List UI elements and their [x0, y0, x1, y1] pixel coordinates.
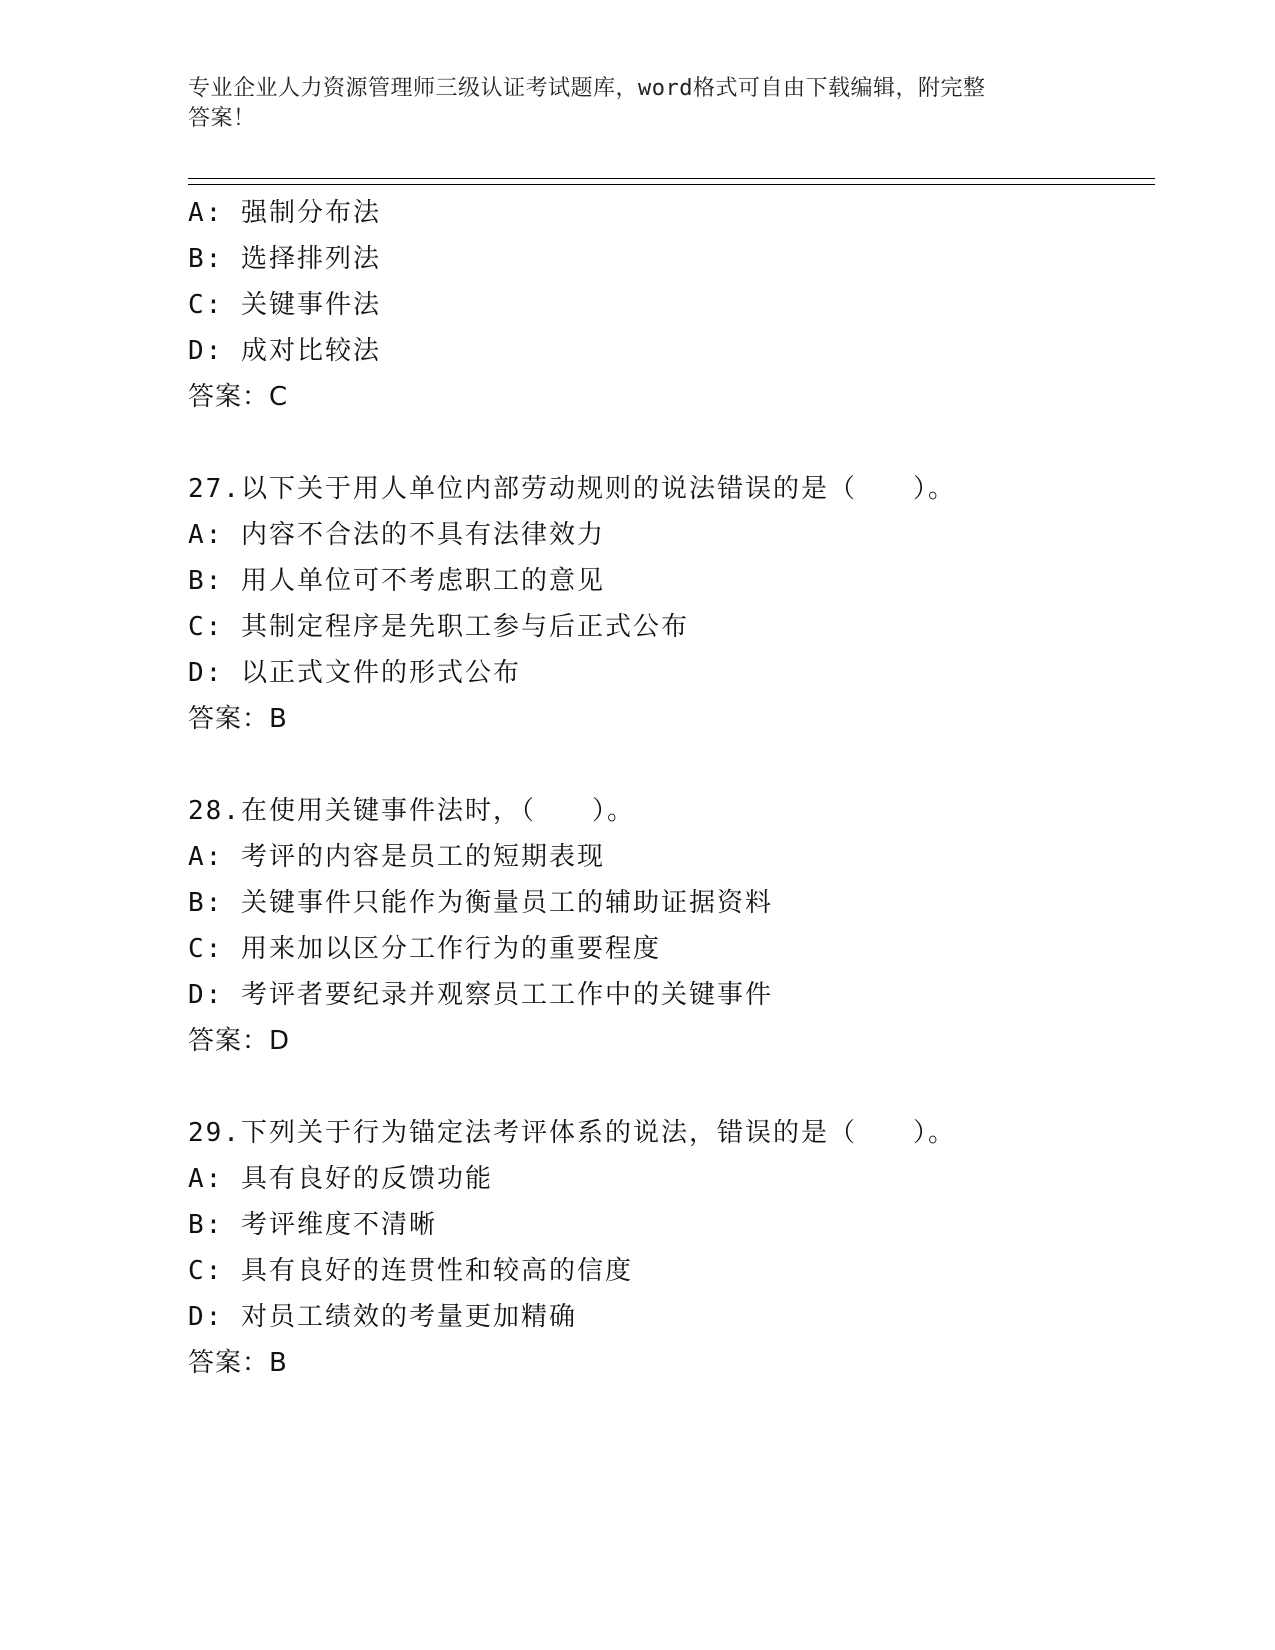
option-d: D: 考评者要纪录并观察员工工作中的关键事件: [188, 980, 773, 1010]
page-header: [188, 74, 1088, 134]
spacer: [188, 742, 1148, 788]
answer-line: 答案：B: [188, 704, 288, 734]
option-b: B: 关键事件只能作为衡量员工的辅助证据资料: [188, 888, 773, 918]
option-b: B: 用人单位可不考虑职工的意见: [188, 566, 605, 596]
question-text: 28.在使用关键事件法时，（ ）。: [188, 796, 635, 826]
question-text: 27.以下关于用人单位内部劳动规则的说法错误的是（ ）。: [188, 474, 956, 504]
option-a: A: 强制分布法: [188, 198, 381, 228]
option-a: A: 具有良好的反馈功能: [188, 1164, 493, 1194]
option-c: C: 其制定程序是先职工参与后正式公布: [188, 612, 689, 642]
document-body: [188, 190, 1148, 1386]
answer-line: 答案：C: [188, 382, 289, 412]
option-a: A: 考评的内容是员工的短期表现: [188, 842, 605, 872]
option-d: D: 成对比较法: [188, 336, 381, 366]
spacer: [188, 1064, 1148, 1110]
header-line-2: 答案！: [188, 106, 256, 131]
question-block-29: [188, 1110, 1148, 1386]
option-c: C: 关键事件法: [188, 290, 381, 320]
question-text: 29.下列关于行为锚定法考评体系的说法，错误的是（ ）。: [188, 1118, 956, 1148]
header-double-rule: [188, 178, 1155, 185]
option-c: C: 用来加以区分工作行为的重要程度: [188, 934, 661, 964]
option-b: B: 选择排列法: [188, 244, 381, 274]
option-d: D: 对员工绩效的考量更加精确: [188, 1302, 577, 1332]
option-d: D: 以正式文件的形式公布: [188, 658, 521, 688]
option-a: A: 内容不合法的不具有法律效力: [188, 520, 605, 550]
answer-line: 答案：B: [188, 1348, 288, 1378]
option-c: C: 具有良好的连贯性和较高的信度: [188, 1256, 633, 1286]
question-block-27: [188, 466, 1148, 742]
header-line-1: 专业企业人力资源管理师三级认证考试题库，word格式可自由下载编辑，附完整: [188, 76, 986, 101]
question-block-28: [188, 788, 1148, 1064]
spacer: [188, 420, 1148, 466]
answer-line: 答案：D: [188, 1026, 291, 1056]
option-b: B: 考评维度不清晰: [188, 1210, 437, 1240]
question-block-26: [188, 190, 1148, 420]
